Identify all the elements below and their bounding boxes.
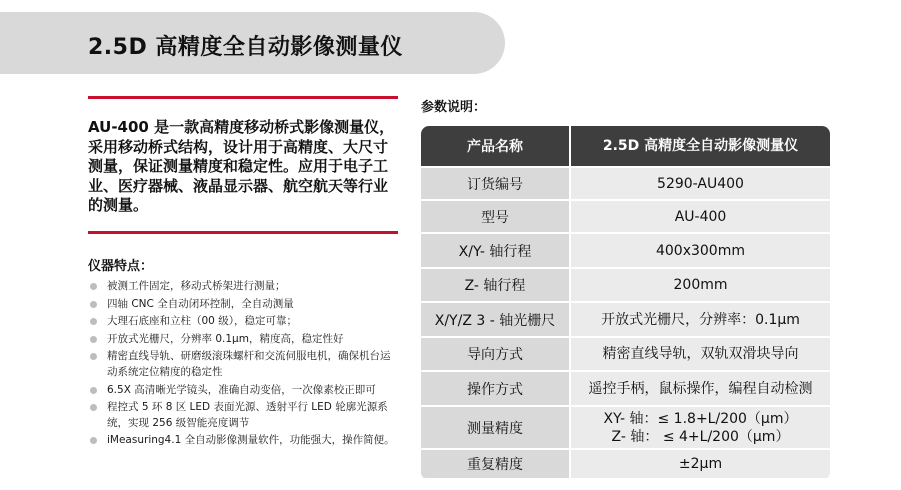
spec-value (571, 407, 830, 450)
spec-table (421, 126, 830, 480)
spec-header-row (421, 126, 830, 168)
feature-text: 程控式 5 环 8 区 LED 表面光源、透射平行 LED 轮廓光源系统，实现 256 级智能亮度调节 (107, 401, 388, 429)
bullet-icon (90, 437, 97, 444)
spec-row (421, 303, 830, 338)
feature-item (90, 297, 400, 313)
bullet-icon (90, 387, 97, 394)
spec-name: 订货编号 (421, 168, 571, 201)
spec-row (421, 201, 830, 234)
spec-row (421, 269, 830, 303)
spec-name: 测量精度 (421, 407, 571, 450)
spec-row (421, 407, 830, 450)
feature-text: 开放式光栅尺，分辨率 0.1μm，精度高，稳定性好 (107, 332, 344, 345)
params-heading: 参数说明： (421, 100, 487, 115)
spec-row (421, 234, 830, 269)
spec-value: 遥控手柄，鼠标操作，编程自动检测 (571, 372, 830, 407)
spec-row (421, 168, 830, 201)
feature-text: 大理石底座和立柱（00 级），稳定可靠； (107, 315, 297, 328)
feature-text: 四轴 CNC 全自动闭环控制，全自动测量 (107, 297, 294, 310)
spec-name: 操作方式 (421, 372, 571, 407)
feature-item (90, 332, 400, 348)
spec-name: X/Y- 轴行程 (421, 234, 571, 269)
bullet-icon (90, 283, 97, 290)
feature-item (90, 400, 400, 431)
features-heading: 仪器特点： (88, 259, 154, 274)
bullet-icon (90, 336, 97, 343)
feature-text: 6.5X 高清晰光学镜头，准确自动变倍，一次像素校正即可 (107, 383, 376, 396)
bullet-icon (90, 318, 97, 325)
feature-item (90, 433, 400, 449)
feature-text: 精密直线导轨、研磨级滚珠螺杆和交流伺服电机，确保机台运动系统定位精度的稳定性 (107, 350, 391, 378)
bullet-icon (90, 404, 97, 411)
page-title: 2.5D 高精度全自动影像测量仪 (88, 35, 403, 60)
divider-middle (88, 231, 398, 234)
spec-value: 开放式光栅尺，分辨率：0.1μm (571, 303, 830, 338)
spec-row (421, 450, 830, 480)
spec-value: 200mm (571, 269, 830, 303)
bullet-icon (90, 301, 97, 308)
features-list (90, 279, 400, 451)
spec-row (421, 338, 830, 372)
spec-header-name: 产品名称 (421, 126, 571, 168)
divider-top (88, 96, 398, 99)
spec-name: Z- 轴行程 (421, 269, 571, 303)
spec-name: 导向方式 (421, 338, 571, 372)
spec-value: ±2μm (571, 450, 830, 480)
spec-value: 400x300mm (571, 234, 830, 269)
feature-text: 被测工件固定，移动式桥架进行测量； (107, 280, 286, 292)
spec-value-line: XY- 轴：≤ 1.8+L/200（μm） (603, 410, 798, 427)
spec-value: AU-400 (571, 201, 830, 234)
spec-name: 型号 (421, 201, 571, 234)
feature-text: iMeasuring4.1 全自动影像测量软件，功能强大，操作简便。 (107, 434, 395, 447)
intro-paragraph: AU-400 是一款高精度移动桥式影像测量仪，采用移动桥式结构，设计用于高精度、大尺寸测量，保证测量精度和稳定性。应用于电子工业、医疗器械、液晶显示器、航空航天等行业的测量。 (88, 118, 395, 215)
feature-item (90, 279, 400, 295)
spec-value: 精密直线导轨，双轨双滑块导向 (571, 338, 830, 372)
spec-row (421, 372, 830, 407)
bullet-icon (90, 353, 97, 360)
spec-value-line: Z- 轴： ≤ 4+L/200（μm） (611, 428, 790, 445)
spec-name: X/Y/Z 3 - 轴光栅尺 (421, 303, 571, 338)
spec-name: 重复精度 (421, 450, 571, 480)
spec-header-value: 2.5D 高精度全自动影像测量仪 (571, 126, 830, 168)
feature-item (90, 314, 400, 330)
feature-item (90, 383, 400, 399)
spec-value-order-number: 5290-AU400 (571, 168, 830, 201)
feature-item (90, 349, 400, 380)
